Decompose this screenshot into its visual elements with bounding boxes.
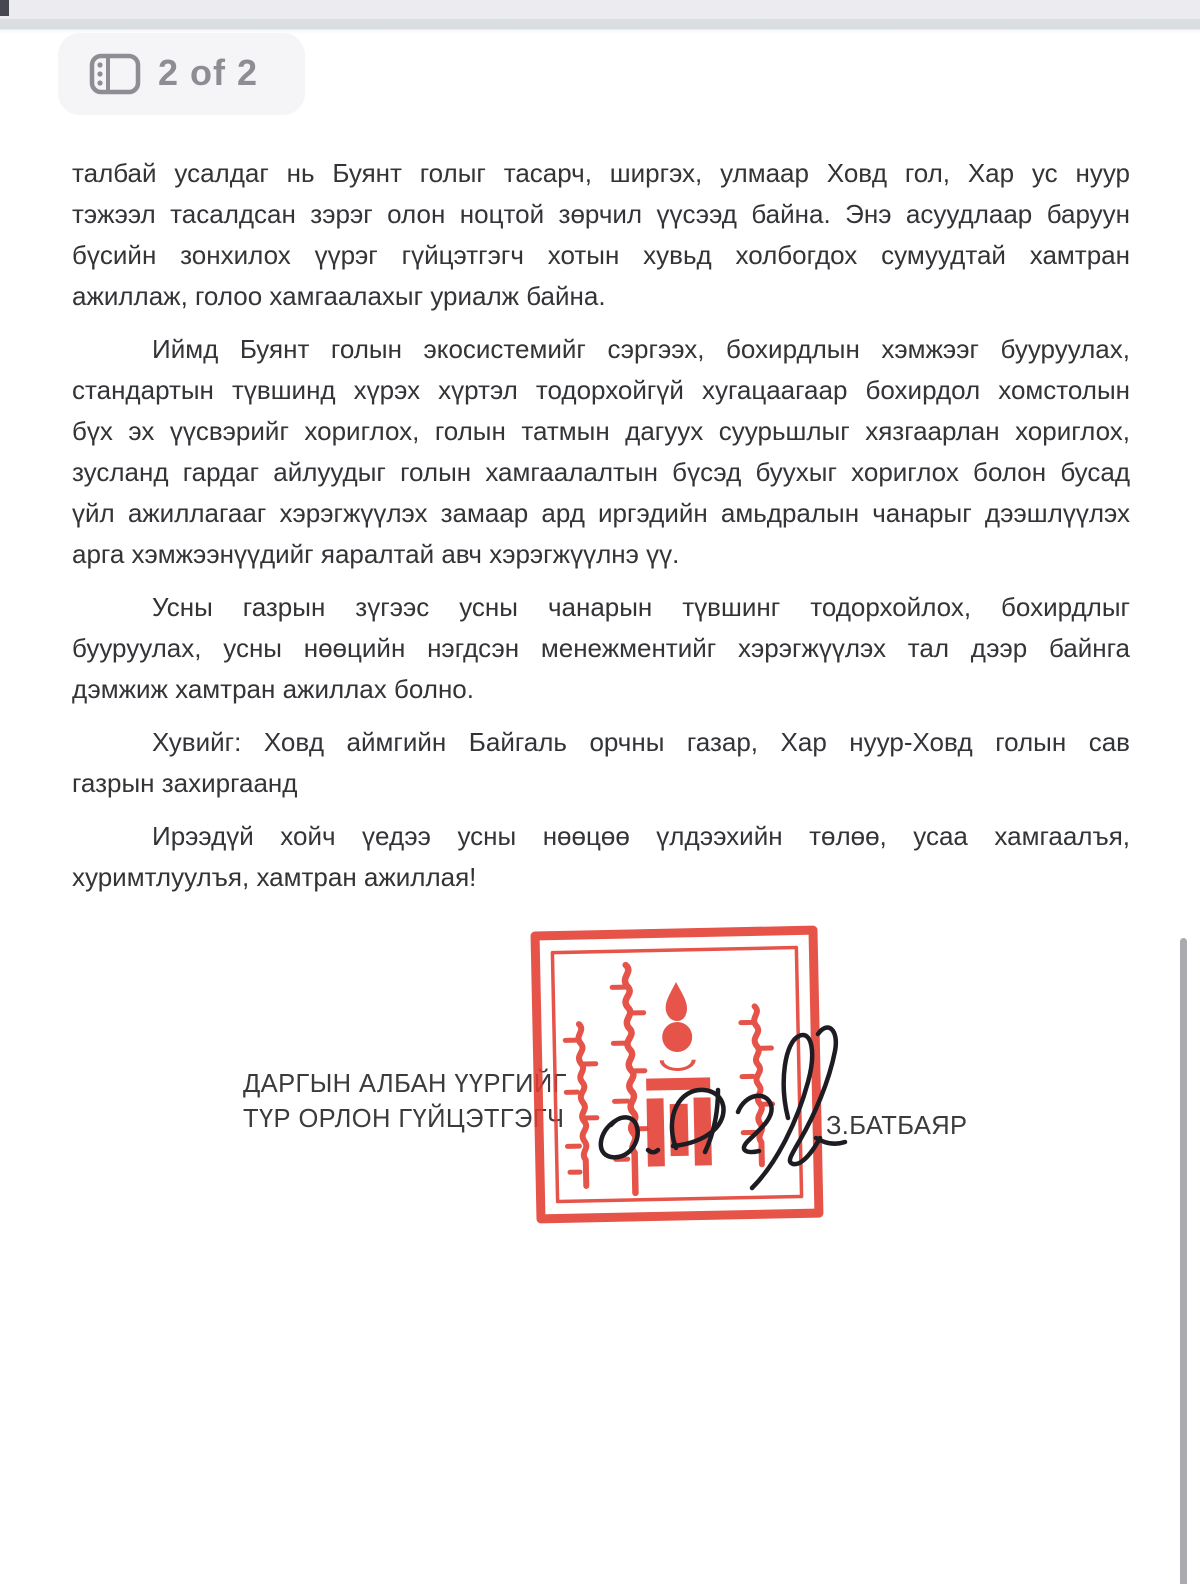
signer-name: З.БАТБАЯР xyxy=(826,1112,968,1140)
page-indicator-label: 2 of 2 xyxy=(158,51,259,93)
paragraph xyxy=(72,722,1130,804)
scan-top-edge xyxy=(0,0,1200,34)
text-line: ажиллаж, голоо хамгаалахыг уриалж байна. xyxy=(72,281,606,311)
text-line: Усны газрын зүгээс усны чанарын түвшинг тодорхойлох, бохирдлыг xyxy=(152,592,1130,622)
handwritten-signature xyxy=(560,1018,870,1198)
paragraph xyxy=(72,153,1130,317)
document-body xyxy=(72,153,1130,910)
page-indicator[interactable] xyxy=(58,33,305,115)
text-line: талбай усалдаг нь Буянт голыг тасарч, ширгэх, улмаар Ховд гол, Хар ус нуур xyxy=(72,158,1130,188)
text-line: Ирээдүй хойч үедээ усны нөөцөө үлдээхийн төлөө, усаа хамгаалъя, xyxy=(152,821,1130,851)
paragraph xyxy=(72,816,1130,898)
scrollbar-thumb[interactable] xyxy=(1180,938,1187,1584)
text-line: Хувийг: Ховд аймгийн Байгаль орчны газар, Хар нуур-Ховд голын сав xyxy=(152,727,1130,757)
text-line: бууруулах, усны нөөцийн нэгдсэн менежментийг хэрэгжүүлэх тал дээр байнга xyxy=(72,633,1130,663)
paragraph xyxy=(72,329,1130,575)
paragraph xyxy=(72,587,1130,710)
text-line: стандартын түвшинд хүрэх хүртэл тодорхойгүй хугацаагаар бохирдол хомстолын xyxy=(72,375,1130,405)
scan-corner-artifact xyxy=(0,0,9,16)
signoff-block xyxy=(243,1067,567,1137)
text-line: бүсийн зонхилох үүрэг гүйцэтгэгч хотын хувьд холбогдох сумуудтай хамтран xyxy=(72,240,1130,270)
page-thumbnails-icon xyxy=(89,53,141,95)
text-line: бүх эх үүсвэрийг хориглох, голын татмын дагуух суурьшлыг хязгаарлан хориглох, xyxy=(72,416,1130,446)
signoff-title-line-2: ТҮР ОРЛОН ГҮЙЦЭТГЭГЧ xyxy=(243,1105,565,1133)
text-line: хуримтлуулъя, хамтран ажиллая! xyxy=(72,862,477,892)
text-line: дэмжиж хамтран ажиллах болно. xyxy=(72,674,474,704)
text-line: зусланд гардаг айлуудыг голын хамгаалалтын бүсэд буухыг хориглох болон бусад xyxy=(72,457,1130,487)
text-line: тэжээл тасалдсан зэрэг олон ноцтой зөрчил үүсээд байна. Энэ асуудлаар баруун xyxy=(72,199,1130,229)
text-line: Иймд Буянт голын экосистемийг сэргээх, бохирдлын хэмжээг бууруулах, xyxy=(152,334,1130,364)
text-line: газрын захиргаанд xyxy=(72,768,298,798)
text-line: үйл ажиллагааг хэрэгжүүлэх замаар ард иргэдийн амьдралын чанарыг дээшлүүлэх xyxy=(72,498,1130,528)
text-line: арга хэмжээнүүдийг яаралтай авч хэрэгжүүлнэ үү. xyxy=(72,539,680,569)
signoff-title-line-1: ДАРГЫН АЛБАН ҮҮРГИЙГ xyxy=(243,1070,567,1098)
